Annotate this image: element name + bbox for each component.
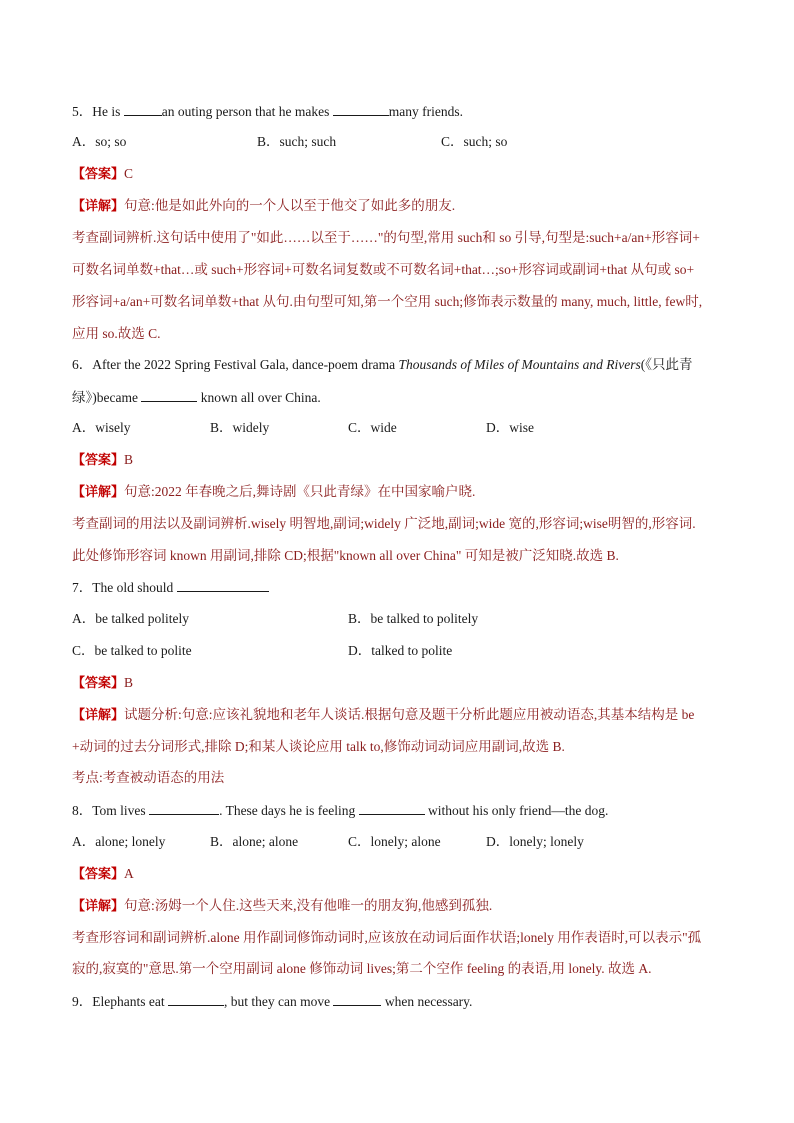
question-7-option-d: D．talked to polite [348, 643, 453, 658]
question-6-stem: 6．After the 2022 Spring Festival Gala, dance-poem drama Thousands of Miles of Mountains and Rivers(《只此青 [72, 357, 693, 372]
question-8-answer: 【答案】A [72, 866, 134, 882]
question-8-explanation-1: 考查形容词和副词辨析.alone 用作副词修饰动词时,应该放在动词后面作状语;lonely 用作表语时,可以表示"孤 [72, 930, 702, 945]
answer-blank [359, 800, 425, 815]
question-7-option-c: C．be talked to polite [72, 643, 192, 658]
question-5-stem: 5．He is an outing person that he makes many friends. [72, 101, 463, 121]
question-8-explanation-2: 寂的,寂寞的"意思.第一个空用副词 alone 修饰动词 lives;第二个空作 feeling 的表语,用 lonely. 故选 A. [72, 961, 652, 976]
question-7-option-a: A．be talked politely [72, 611, 189, 626]
question-5-explanation-2: 可数名词单数+that…或 such+形容词+可数名词复数或不可数名词+that…;so+形容词或副词+that 从句或 so+ [72, 262, 695, 277]
question-6-stem-continued: 绿》)became known all over China. [72, 387, 321, 407]
question-8-stem: 8．Tom lives . These days he is feeling without his only friend—the dog. [72, 800, 608, 820]
question-7-explanation-1: +动词的过去分词形式,排除 D;和某人谈论应用 talk to,修饰动词动词应用副词,故选 B. [72, 739, 565, 754]
question-6-option-d: D．wise [486, 420, 534, 435]
question-5-option-c: C．such; so [441, 134, 508, 149]
question-7-stem: 7．The old should [72, 577, 269, 597]
question-6-answer: 【答案】B [72, 452, 134, 468]
answer-blank [124, 101, 162, 116]
question-8-option-a: A．alone; lonely [72, 834, 166, 849]
answer-blank [177, 577, 269, 592]
answer-blank [149, 800, 219, 815]
question-5-option-a: A．so; so [72, 134, 127, 149]
question-7-test-point: 考点:考查被动语态的用法 [72, 770, 225, 785]
answer-blank [333, 991, 381, 1006]
question-9-stem: 9．Elephants eat , but they can move when necessary. [72, 991, 472, 1011]
answer-blank [168, 991, 224, 1006]
question-6-option-b: B．widely [210, 420, 270, 435]
question-8-option-c: C．lonely; alone [348, 834, 441, 849]
question-7-detail: 【详解】试题分析:句意:应该礼貌地和老年人谈话.根据句意及题干分析此题应用被动语态,其基本结构是 be [72, 707, 695, 723]
question-7-option-b: B．be talked to politely [348, 611, 479, 626]
question-8-detail: 【详解】句意:汤姆一个人住.这些天来,没有他唯一的朋友狗,他感到孤独. [72, 898, 493, 914]
question-5-answer: 【答案】C [72, 166, 134, 182]
question-8-option-d: D．lonely; lonely [486, 834, 584, 849]
question-5-explanation-1: 考查副词辨析.这句话中使用了"如此……以至于……"的句型,常用 such和 so 引导,句型是:such+a/an+形容词+ [72, 230, 700, 245]
question-6-detail: 【详解】句意:2022 年春晚之后,舞诗剧《只此青绿》在中国家喻户晓. [72, 484, 476, 500]
question-6-option-c: C．wide [348, 420, 397, 435]
question-5-explanation-4: 应用 so.故选 C. [72, 326, 161, 341]
answer-blank [141, 387, 197, 402]
question-5-option-b: B．such; such [257, 134, 337, 149]
question-5-detail: 【详解】句意:他是如此外向的一个人以至于他交了如此多的朋友. [72, 198, 456, 214]
question-6-option-a: A．wisely [72, 420, 131, 435]
question-6-explanation-1: 考查副词的用法以及副词辨析.wisely 明智地,副词;widely 广泛地,副词;wide 宽的,形容词;wise明智的,形容词. [72, 516, 696, 531]
question-6-explanation-2: 此处修饰形容词 known 用副词,排除 CD;根据"known all over China" 可知是被广泛知晓.故选 B. [72, 548, 619, 563]
question-7-answer: 【答案】B [72, 675, 134, 691]
question-8-option-b: B．alone; alone [210, 834, 299, 849]
question-5-explanation-3: 形容词+a/an+可数名词单数+that 从句.由句型可知,第一个空用 such;修饰表示数量的 many, much, little, few时, [72, 294, 703, 309]
answer-blank [333, 101, 389, 116]
